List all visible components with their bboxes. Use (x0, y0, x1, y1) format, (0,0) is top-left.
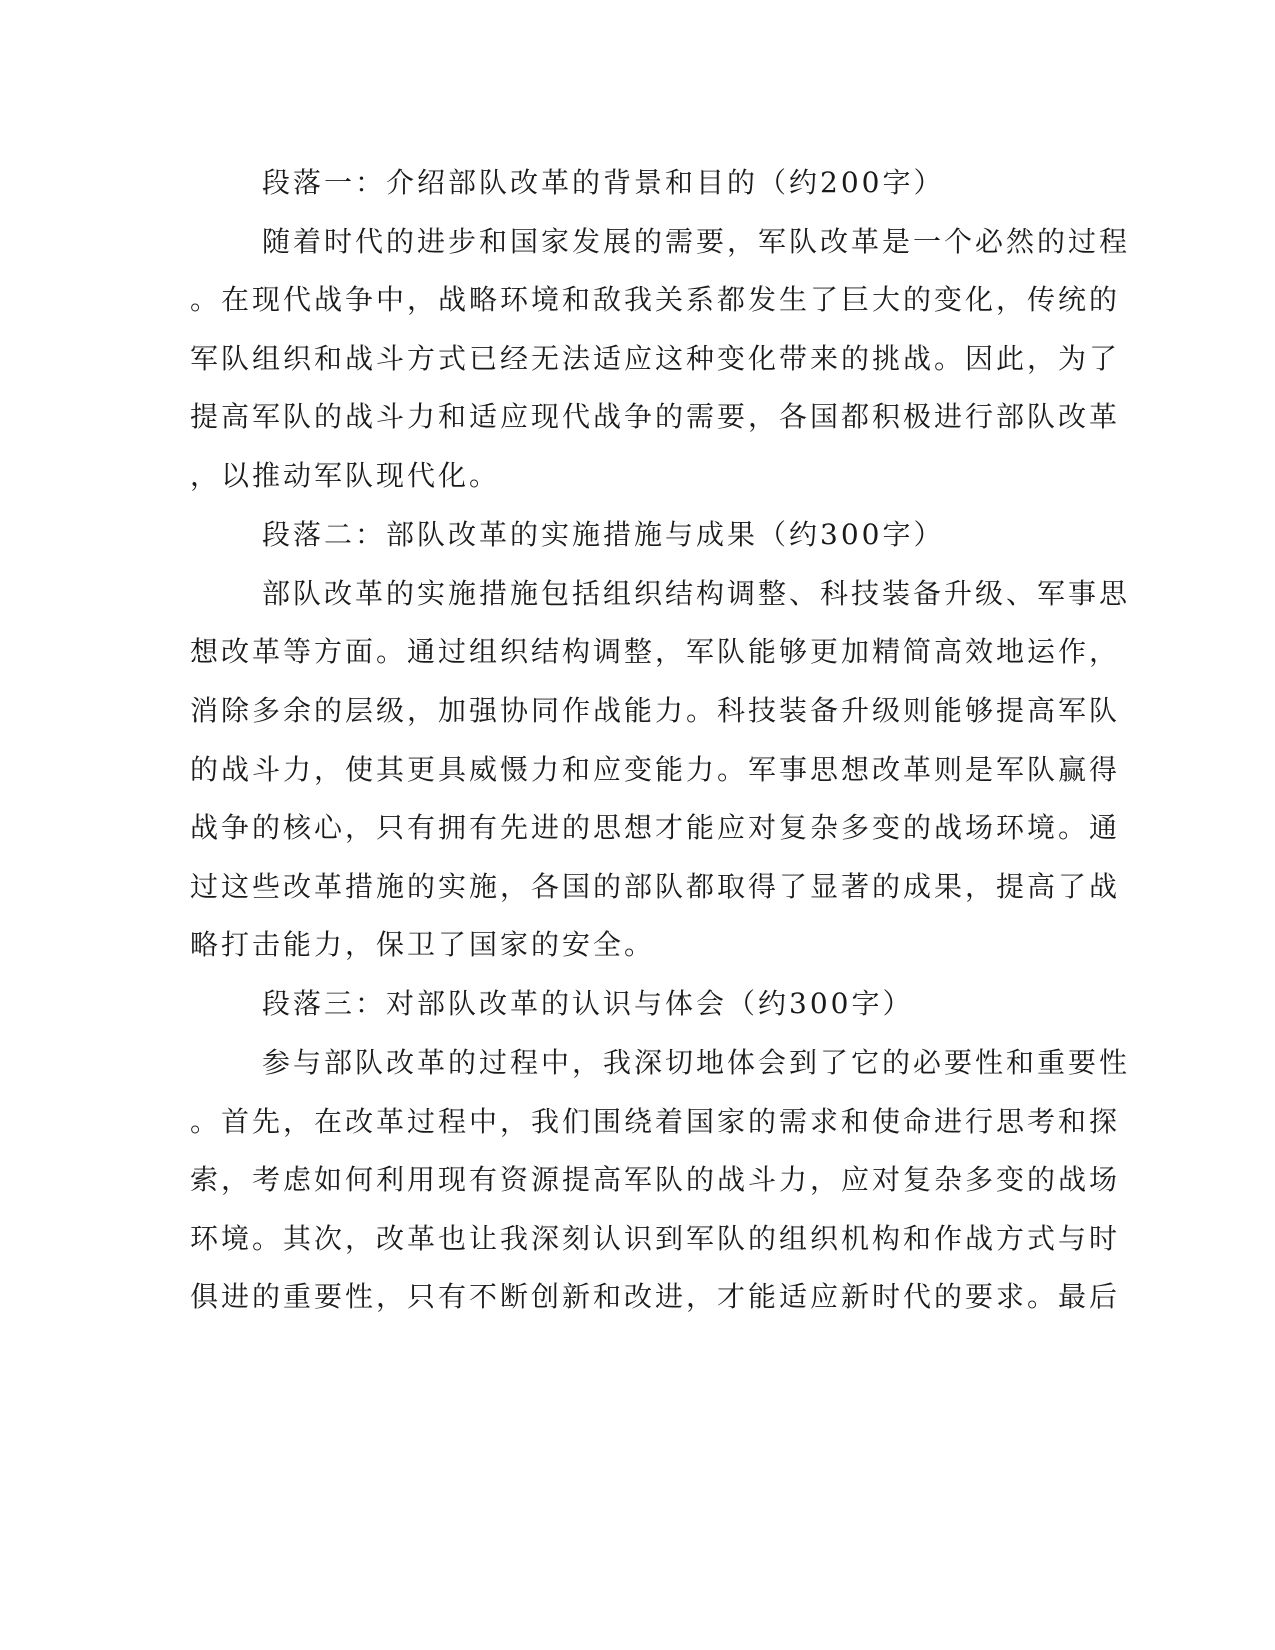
section-1-line-4: 提高军队的战斗力和适应现代战争的需要，各国都积极进行部队改革 (190, 400, 1121, 433)
section-1-line-1: 随着时代的进步和国家发展的需要，军队改革是一个必然的过程 (262, 225, 1131, 258)
section-2-line-3: 消除多余的层级，加强协同作战能力。科技装备升级则能够提高军队 (190, 694, 1121, 727)
section-2-line-2: 想改革等方面。通过组织结构调整，军队能够更加精简高效地运作， (190, 635, 1121, 668)
section-1-line-2: 。在现代战争中，战略环境和敌我关系都发生了巨大的变化，传统的 (190, 283, 1121, 316)
section-2-line-5: 战争的核心，只有拥有先进的思想才能应对复杂多变的战场环境。通 (190, 811, 1121, 844)
section-3-line-2: 。首先，在改革过程中，我们围绕着国家的需求和使命进行思考和探 (190, 1105, 1121, 1138)
section-3-line-3: 索，考虑如何利用现有资源提高军队的战斗力，应对复杂多变的战场 (190, 1163, 1121, 1196)
section-3-line-4: 环境。其次，改革也让我深刻认识到军队的组织机构和作战方式与时 (190, 1222, 1121, 1255)
section-1-line-3: 军队组织和战斗方式已经无法适应这种变化带来的挑战。因此，为了 (190, 342, 1121, 375)
section-1-heading: 段落一：介绍部队改革的背景和目的（约200字） (262, 166, 945, 199)
section-3-line-1: 参与部队改革的过程中，我深切地体会到了它的必要性和重要性 (262, 1046, 1131, 1079)
section-2-line-7: 略打击能力，保卫了国家的安全。 (190, 928, 656, 961)
section-2-heading: 段落二：部队改革的实施措施与成果（约300字） (262, 518, 945, 551)
section-2-line-6: 过这些改革措施的实施，各国的部队都取得了显著的成果，提高了战 (190, 870, 1121, 903)
section-3-heading: 段落三：对部队改革的认识与体会（约300字） (262, 987, 914, 1020)
section-2-line-1: 部队改革的实施措施包括组织结构调整、科技装备升级、军事思 (262, 577, 1131, 610)
section-3-line-5: 俱进的重要性，只有不断创新和改进，才能适应新时代的要求。最后 (190, 1280, 1121, 1313)
section-1-line-5: ，以推动军队现代化。 (190, 459, 501, 492)
section-2-line-4: 的战斗力，使其更具威慑力和应变能力。军事思想改革则是军队赢得 (190, 753, 1121, 786)
